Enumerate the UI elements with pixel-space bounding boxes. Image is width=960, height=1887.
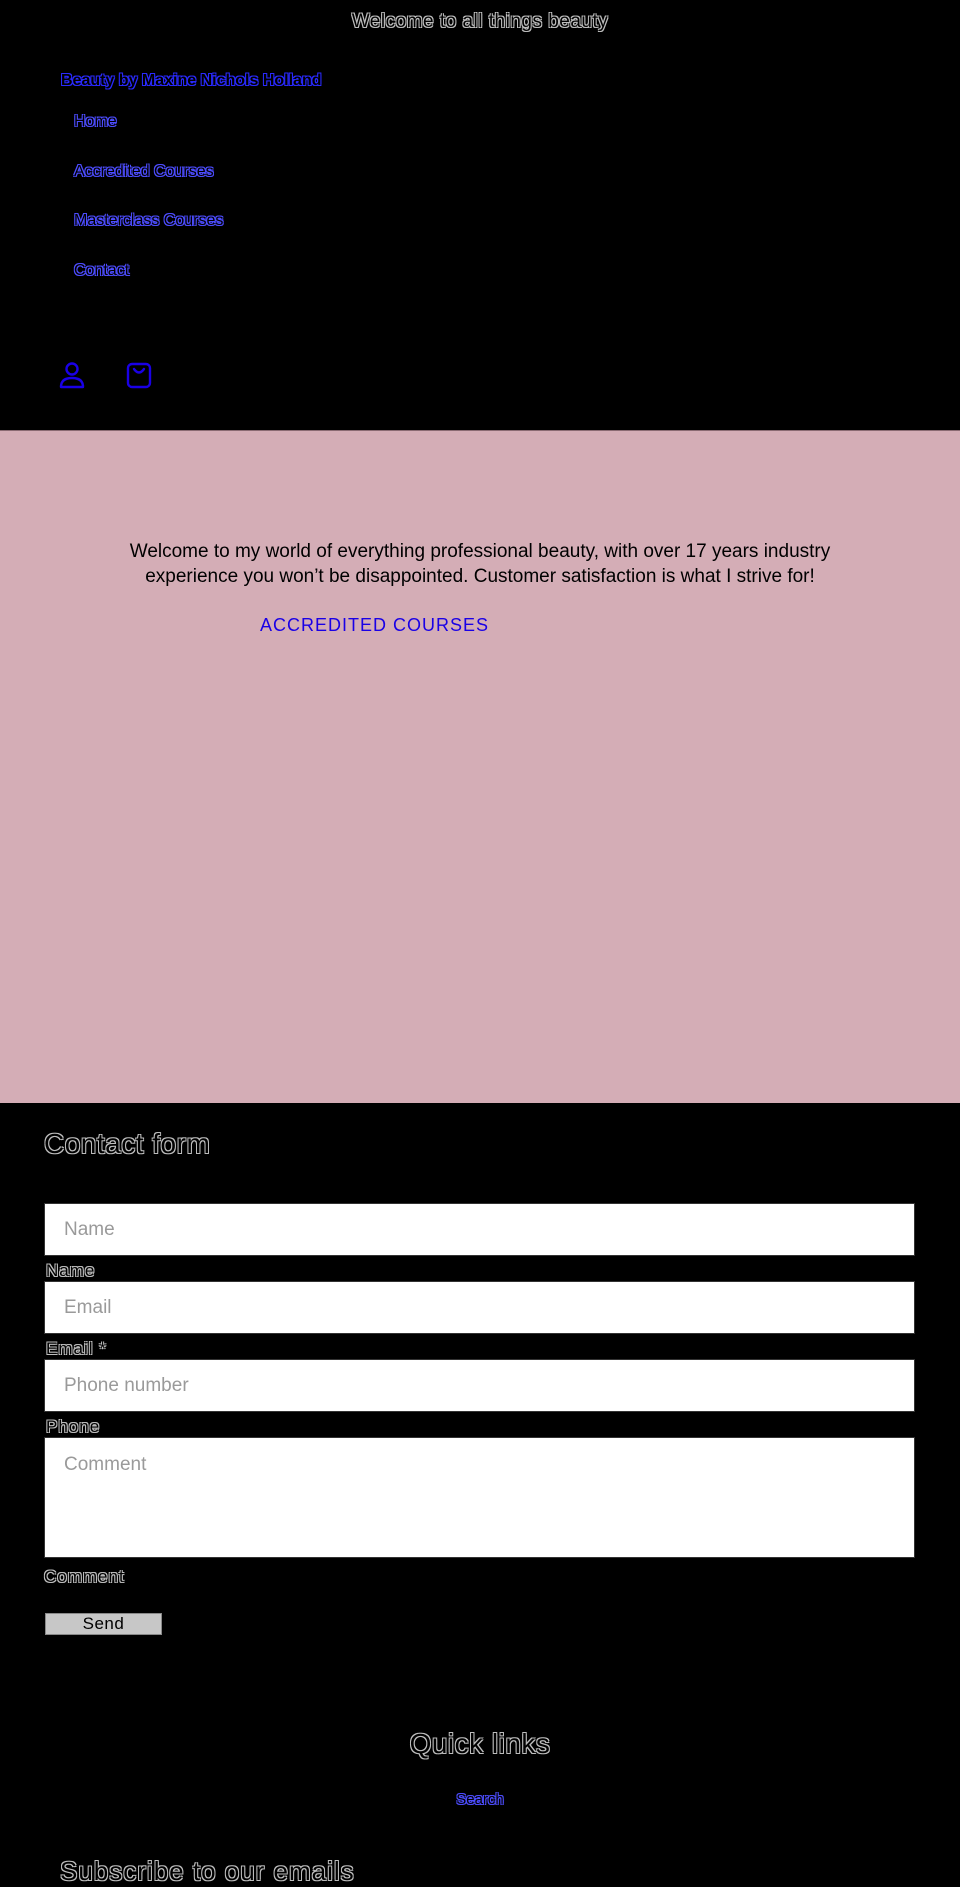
- send-button[interactable]: Send: [45, 1613, 162, 1635]
- comment-label: Comment: [44, 1567, 125, 1586]
- nav-item-contact[interactable]: Contact: [74, 261, 130, 279]
- name-label: Name: [46, 1261, 96, 1280]
- phone-label: Phone: [46, 1417, 101, 1436]
- nav-item-accredited-courses[interactable]: Accredited Courses: [74, 162, 214, 180]
- comment-textarea[interactable]: [45, 1438, 914, 1557]
- contact-form-heading: Contact form: [44, 1128, 211, 1159]
- email-input[interactable]: [45, 1282, 914, 1333]
- accredited-courses-link[interactable]: ACCREDITED COURSES: [260, 615, 490, 635]
- nav-item-masterclass-courses[interactable]: Masterclass Courses: [74, 212, 224, 229]
- nav-item-home[interactable]: Home: [74, 113, 117, 130]
- main-nav: [74, 112, 223, 310]
- account-icon: [58, 360, 86, 390]
- email-field-wrapper: [44, 1281, 915, 1334]
- phone-field-wrapper: [44, 1359, 915, 1412]
- cart-icon: [125, 360, 153, 390]
- hero-text: Welcome to my world of everything professional beauty, with over 17 years industry experience you won’t be disappointed. Customer satisfaction is what I strive for!: [129, 541, 831, 587]
- announcement-bar: Welcome to all things beauty: [351, 11, 609, 32]
- footer-link-search[interactable]: Search: [456, 1791, 504, 1808]
- hero-banner: [0, 430, 960, 1103]
- quick-links-heading: Quick links: [409, 1728, 551, 1759]
- site-title-link[interactable]: Beauty by Maxine Nichols Holland: [61, 72, 322, 89]
- subscribe-heading: Subscribe to our emails: [60, 1856, 355, 1886]
- name-input[interactable]: [45, 1204, 914, 1255]
- account-button[interactable]: [57, 358, 87, 392]
- phone-input[interactable]: [45, 1360, 914, 1411]
- comment-field-wrapper: [44, 1437, 915, 1558]
- name-field-wrapper: [44, 1203, 915, 1256]
- email-label: Email *: [46, 1339, 107, 1358]
- cart-button[interactable]: [124, 358, 154, 392]
